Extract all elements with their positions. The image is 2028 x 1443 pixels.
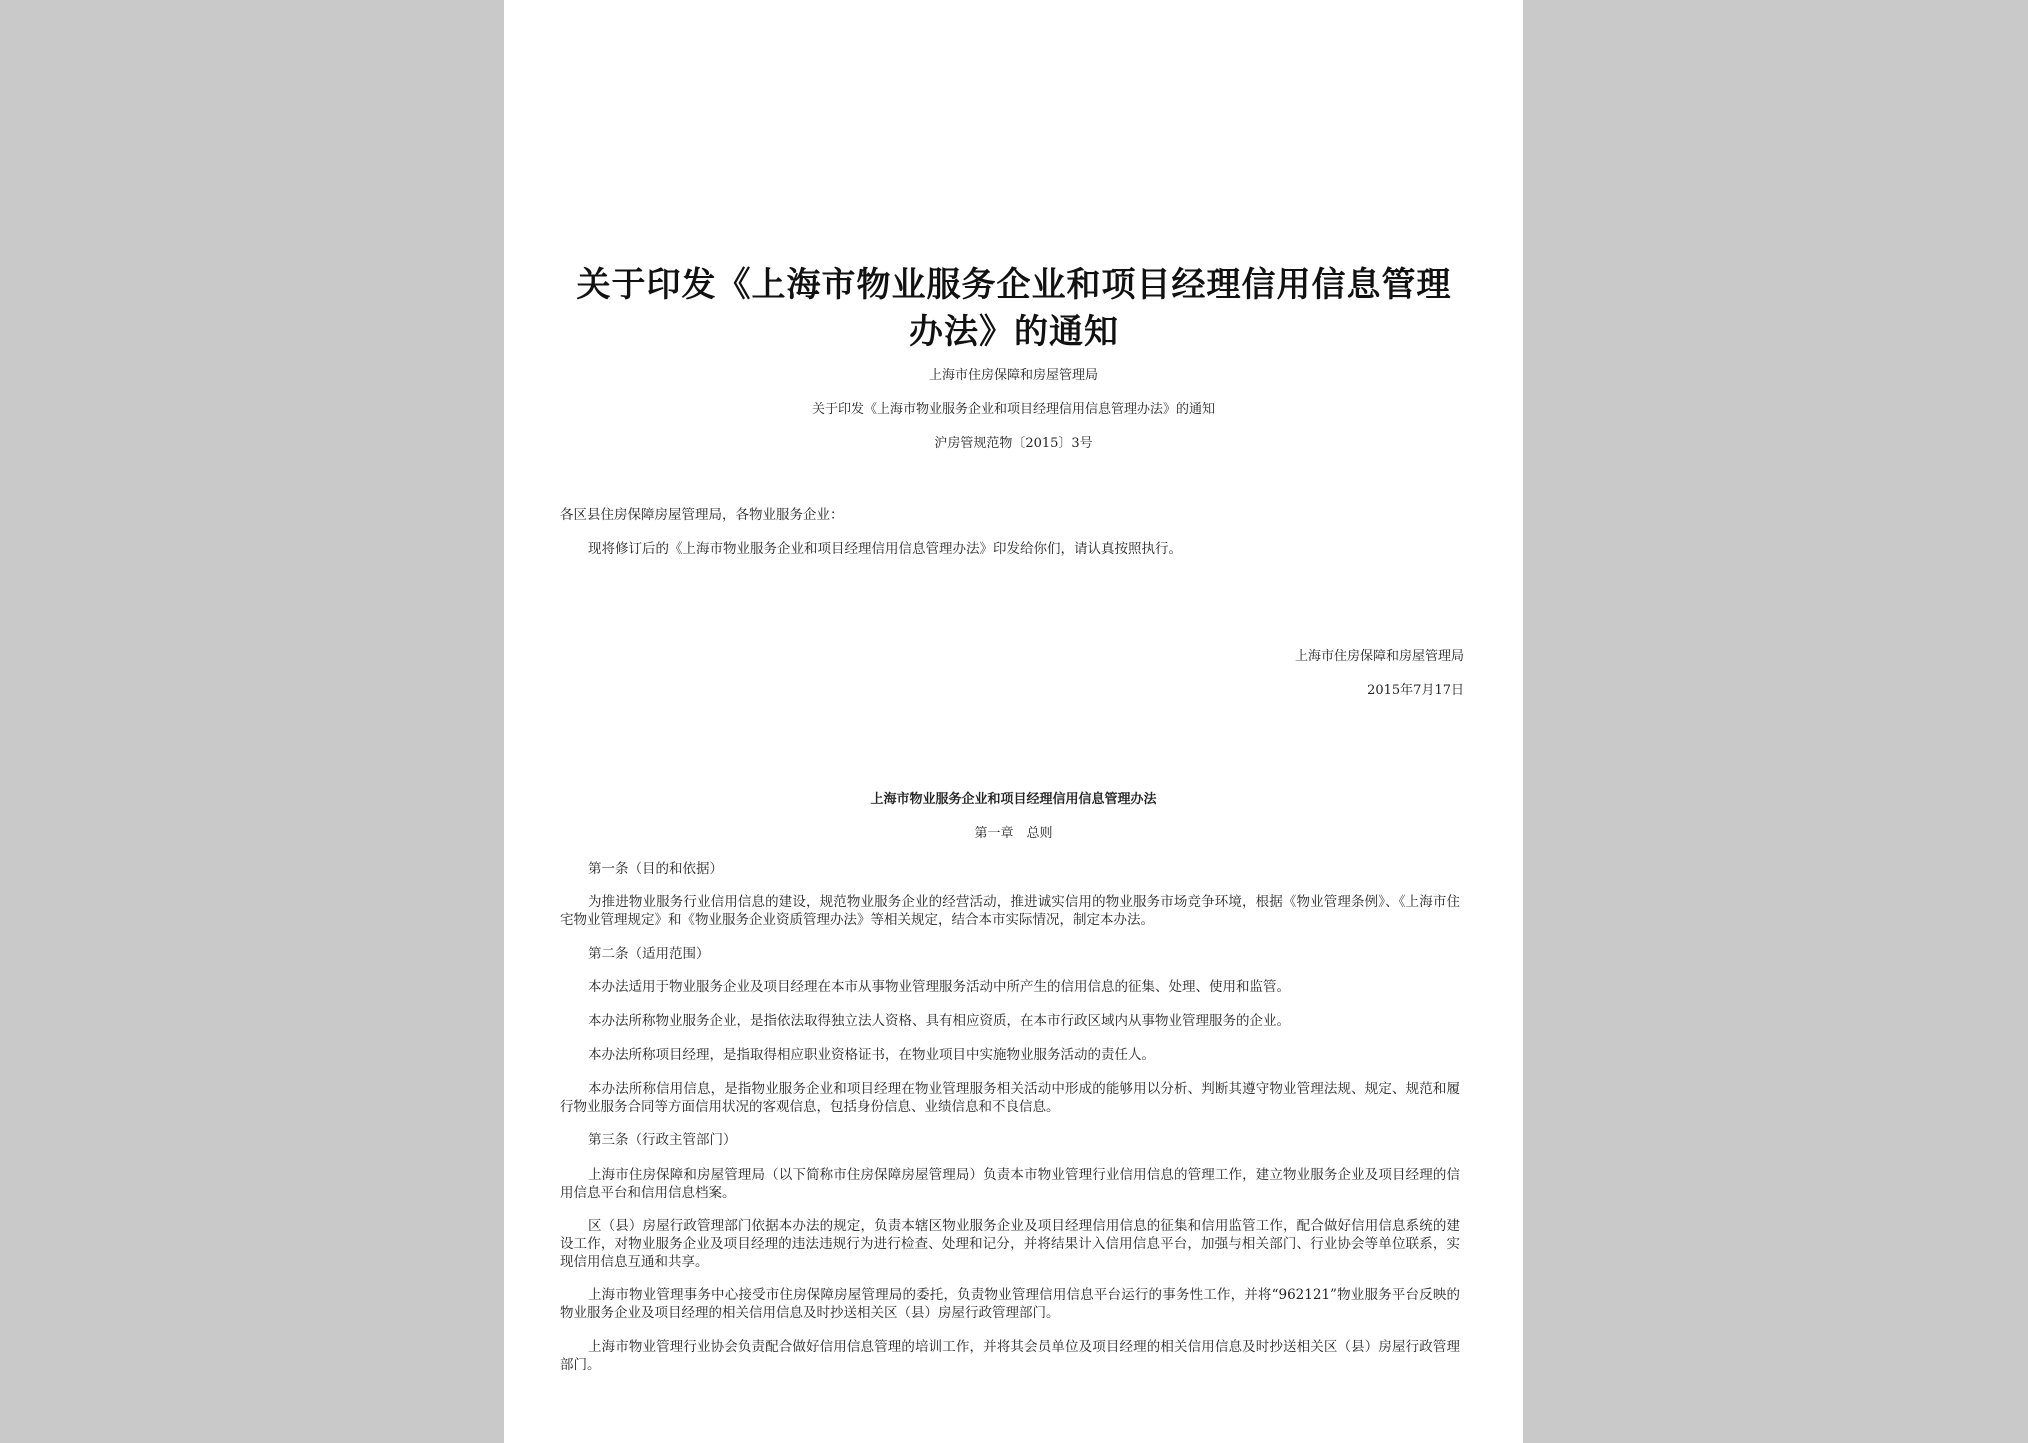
article-3-paragraph-4: 上海市物业管理行业协会负责配合做好信用信息管理的培训工作，并将其会员单位及项目经理的相关信用信息及时抄送相关区（县）房屋行政管理部门。 bbox=[560, 1339, 1460, 1373]
article-2-paragraph-2: 本办法所称物业服务企业，是指依法取得独立法人资格、具有相应资质，在本市行政区域内从事物业管理服务的企业。 bbox=[588, 1013, 1290, 1029]
article-2-paragraph-1: 本办法适用于物业服务企业及项目经理在本市从事物业管理服务活动中所产生的信用信息的征集、处理、使用和监管。 bbox=[588, 979, 1290, 995]
article-1-paragraph: 为推进物业服务行业信用信息的建设，规范物业服务企业的经营活动，推进诚实信用的物业服务市场竞争环境，根据《物业管理条例》、《上海市住宅物业管理规定》和《物业服务企业资质管理办法》等相关规定，结合本市实际情况，制定本办法。 bbox=[560, 894, 1460, 928]
notice-title: 关于印发《上海市物业服务企业和项目经理信用信息管理办法》的通知 bbox=[576, 265, 1452, 352]
article-3-paragraph-3: 上海市物业管理事务中心接受市住房保障房屋管理局的委托，负责物业管理信用信息平台运行的事务性工作，并将“962121”物业服务平台反映的物业服务企业及项目经理的相关信用信息及时抄送相关区（县）房屋行政管理部门。 bbox=[560, 1287, 1460, 1321]
salutation: 各区县住房保障房屋管理局，各物业服务企业： bbox=[560, 507, 844, 523]
issuer-line: 上海市住房保障和房屋管理局 bbox=[928, 368, 1098, 383]
article-1-heading: 第一条（目的和依据） bbox=[588, 861, 723, 877]
chapter-heading: 第一章 总则 bbox=[974, 826, 1053, 841]
article-3-heading: 第三条（行政主管部门） bbox=[588, 1132, 737, 1148]
signature-issuer: 上海市住房保障和房屋管理局 bbox=[1294, 649, 1464, 664]
article-3-paragraph-1: 上海市住房保障和房屋管理局（以下简称市住房保障房屋管理局）负责本市物业管理行业信用信息的管理工作，建立物业服务企业及项目经理的信用信息平台和信用信息档案。 bbox=[560, 1167, 1460, 1201]
document-number: 沪房管规范物〔2015〕3号 bbox=[934, 436, 1093, 451]
article-2-paragraph-3: 本办法所称项目经理，是指取得相应职业资格证书，在物业项目中实施物业服务活动的责任人。 bbox=[588, 1047, 1155, 1063]
notice-body: 现将修订后的《上海市物业服务企业和项目经理信用信息管理办法》印发给你们，请认真按照执行。 bbox=[588, 541, 1182, 557]
article-3-paragraph-2: 区（县）房屋行政管理部门依据本办法的规定，负责本辖区物业服务企业及项目经理信用信息的征集和信用监管工作，配合做好信用信息系统的建设工作，对物业服务企业及项目经理的违法违规行为进行检查、处理和记分，并将结果计入信用信息平台，加强与相关部门、行业协会等单位联系，实现信用信息互通和共享。 bbox=[560, 1218, 1460, 1270]
notice-subtitle: 关于印发《上海市物业服务企业和项目经理信用信息管理办法》的通知 bbox=[811, 402, 1215, 417]
signature-date: 2015年7月17日 bbox=[1367, 683, 1464, 698]
regulation-title: 上海市物业服务企业和项目经理信用信息管理办法 bbox=[870, 792, 1157, 807]
document-page bbox=[504, 0, 1523, 1443]
article-2-heading: 第二条（适用范围） bbox=[588, 946, 710, 962]
article-2-paragraph-4: 本办法所称信用信息，是指物业服务企业和项目经理在物业管理服务相关活动中形成的能够用以分析、判断其遵守物业管理法规、规定、规范和履行物业服务合同等方面信用状况的客观信息，包括身份信息、业绩信息和不良信息。 bbox=[560, 1081, 1460, 1115]
